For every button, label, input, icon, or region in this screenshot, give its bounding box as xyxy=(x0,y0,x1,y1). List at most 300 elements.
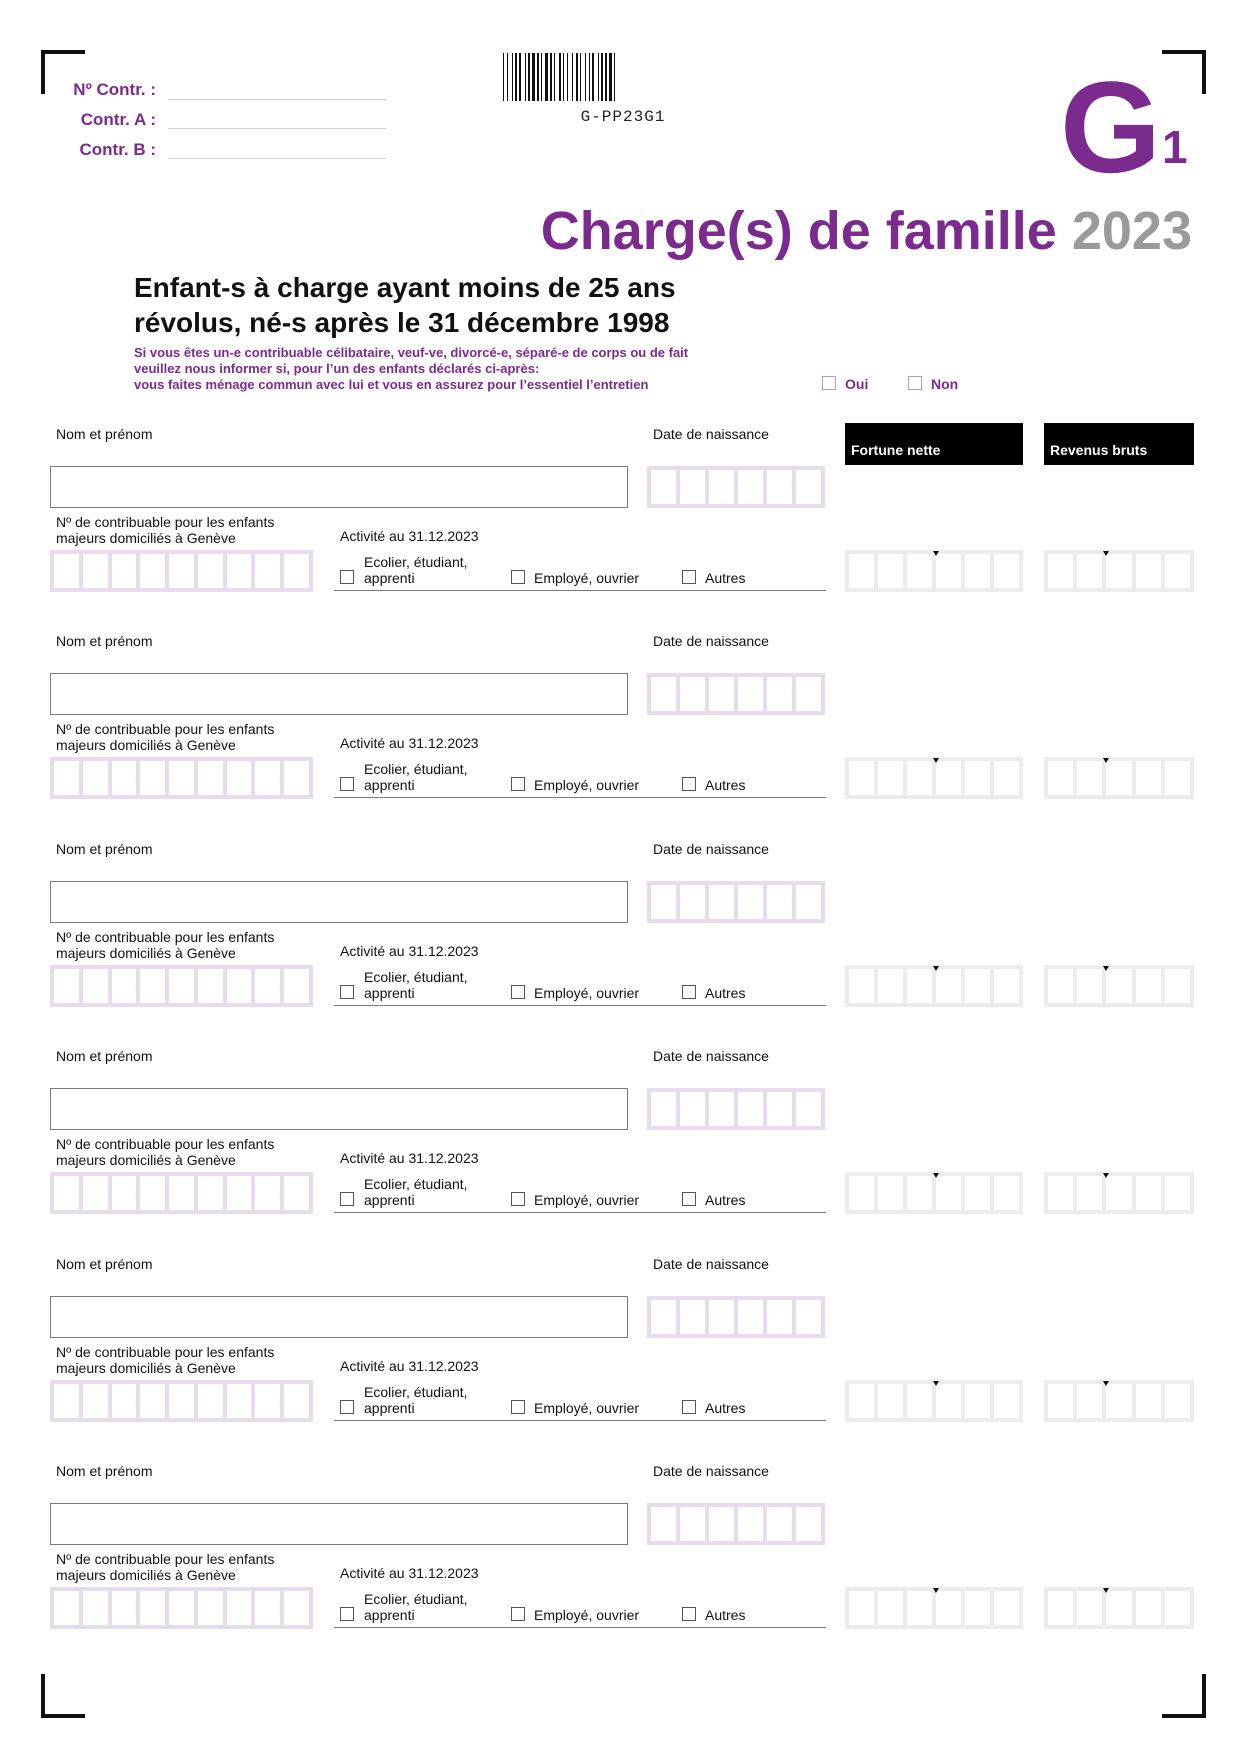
birth-date-input-cell xyxy=(796,1300,821,1334)
form-letter: G xyxy=(1060,54,1158,200)
option-ecolier-line-1: Ecolier, étudiant, xyxy=(364,1176,468,1192)
activity-underline xyxy=(334,1419,826,1421)
contribuable-number-input-cell xyxy=(140,1591,165,1625)
contribuable-number-input-cell xyxy=(198,554,223,588)
barcode-bar xyxy=(503,53,504,101)
contribuable-number-input-cell xyxy=(54,761,79,795)
barcode-bar xyxy=(532,53,535,101)
birth-date-input-cell xyxy=(680,470,705,504)
birth-date-input-cell xyxy=(767,1300,792,1334)
barcode-bar xyxy=(550,53,552,101)
revenus-bruts-input-cell xyxy=(1077,554,1102,588)
note-line-1: Si vous êtes un-e contribuable célibataire, veuf-ve, divorcé-e, séparé-e de corps ou de fait xyxy=(134,345,689,360)
option-ecolier-line-1: Ecolier, étudiant, xyxy=(364,554,468,570)
birth-date-input-cell xyxy=(738,1507,763,1541)
barcode-bar xyxy=(614,53,615,101)
revenus-bruts-input-cell xyxy=(1048,761,1073,795)
contrib-label-line-2: majeurs domiciliés à Genève xyxy=(56,1567,236,1583)
option-ecolier-line-2: apprenti xyxy=(364,570,415,586)
birth-date-input-cell xyxy=(709,470,734,504)
fortune-nette-input[interactable] xyxy=(845,757,1023,799)
subtitle-line-1: Enfant-s à charge ayant moins de 25 ans xyxy=(134,272,676,303)
fortune-nette-input-cell xyxy=(878,554,903,588)
contribuable-number-input-cell xyxy=(255,761,280,795)
employe-checkbox[interactable] xyxy=(511,777,525,791)
option-employe: Employé, ouvrier xyxy=(534,1607,640,1623)
contr-b-label: Contr. B : xyxy=(79,140,156,159)
ecolier-checkbox[interactable] xyxy=(340,570,354,584)
name-input[interactable] xyxy=(50,881,628,923)
barcode-bar xyxy=(519,53,521,101)
revenus-bruts-input-cell xyxy=(1136,969,1161,1003)
barcode xyxy=(503,53,743,101)
birth-date-input-cell xyxy=(796,885,821,919)
contribuable-number-input-cell xyxy=(284,1591,309,1625)
birth-date-input-cell xyxy=(767,885,792,919)
revenus-bruts-input-cell xyxy=(1136,1591,1161,1625)
barcode-bar xyxy=(545,53,548,101)
contribuable-number-input-cell xyxy=(54,969,79,1003)
date-label: Date de naissance xyxy=(653,426,769,442)
fortune-nette-input-cell xyxy=(936,554,961,588)
birth-date-input-cell xyxy=(709,1507,734,1541)
fortune-nette-input-cell xyxy=(907,1384,932,1418)
revenus-bruts-input-cell xyxy=(1165,1176,1190,1210)
name-input[interactable] xyxy=(50,673,628,715)
revenus-bruts-input-cell xyxy=(1048,1591,1073,1625)
option-ecolier-line-1: Ecolier, étudiant, xyxy=(364,1591,468,1607)
ecolier-checkbox[interactable] xyxy=(340,777,354,791)
option-employe: Employé, ouvrier xyxy=(534,985,640,1001)
ecolier-checkbox[interactable] xyxy=(340,985,354,999)
fortune-nette-input-cell xyxy=(965,969,990,1003)
fortune-nette-input-cell xyxy=(994,1176,1019,1210)
fortune-nette-input-cell xyxy=(965,1176,990,1210)
fortune-nette-input-cell xyxy=(878,1384,903,1418)
contribuable-number-input-cell xyxy=(83,969,108,1003)
fortune-nette-input-cell xyxy=(994,969,1019,1003)
revenus-bruts-header: Revenus bruts xyxy=(1044,423,1194,465)
contribuable-number-input-cell xyxy=(255,1384,280,1418)
fortune-nette-input-cell xyxy=(907,761,932,795)
fortune-nette-input[interactable] xyxy=(845,1380,1023,1422)
contrib-label-line-1: Nº de contribuable pour les enfants xyxy=(56,1344,275,1360)
ecolier-checkbox[interactable] xyxy=(340,1400,354,1414)
page-title xyxy=(540,201,1192,261)
barcode-bar xyxy=(563,53,564,101)
revenus-bruts-input-cell xyxy=(1077,1384,1102,1418)
fortune-nette-input-cell xyxy=(878,1176,903,1210)
revenus-bruts-input-cell xyxy=(1106,761,1131,795)
revenus-bruts-input-cell xyxy=(1165,969,1190,1003)
option-employe: Employé, ouvrier xyxy=(534,1192,640,1208)
option-autres: Autres xyxy=(705,1400,746,1416)
barcode-bar xyxy=(554,53,555,101)
thousands-marker xyxy=(933,966,939,971)
contribuable-number-input-cell xyxy=(255,969,280,1003)
activity-underline xyxy=(334,1626,826,1628)
fortune-nette-input-cell xyxy=(907,554,932,588)
contribuable-number-input-cell xyxy=(54,1591,79,1625)
contribuable-number-input-cell xyxy=(255,1176,280,1210)
birth-date-input-cell xyxy=(651,1092,676,1126)
employe-checkbox[interactable] xyxy=(511,570,525,584)
birth-date-input-cell xyxy=(709,1092,734,1126)
contribuable-number-input-cell xyxy=(227,1591,252,1625)
contribuable-number-input-cell xyxy=(227,1176,252,1210)
fortune-nette-input[interactable] xyxy=(845,550,1023,592)
contribuable-number-input[interactable] xyxy=(50,1172,313,1214)
autres-checkbox[interactable] xyxy=(682,1607,696,1621)
registration-mark-bottom-left xyxy=(41,1674,85,1718)
subtitle-line-2: révolus, né-s après le 31 décembre 1998 xyxy=(134,307,670,338)
contribuable-number-input-cell xyxy=(83,1384,108,1418)
fortune-nette-input-cell xyxy=(849,1591,874,1625)
barcode-bar xyxy=(592,53,594,101)
contribuable-number-input-cell xyxy=(112,761,137,795)
oui-checkbox[interactable] xyxy=(822,376,836,390)
contribuable-number-input-cell xyxy=(140,554,165,588)
contribuable-number-input-cell xyxy=(54,554,79,588)
fortune-nette-input-cell xyxy=(878,761,903,795)
option-ecolier-line-1: Ecolier, étudiant, xyxy=(364,761,468,777)
fortune-nette-input-cell xyxy=(849,554,874,588)
date-label: Date de naissance xyxy=(653,841,769,857)
contribuable-number-input-cell xyxy=(112,969,137,1003)
birth-date-input-cell xyxy=(651,885,676,919)
barcode-bar xyxy=(512,53,513,101)
option-autres: Autres xyxy=(705,570,746,586)
fortune-nette-input-cell xyxy=(965,554,990,588)
fortune-nette-input-cell xyxy=(849,761,874,795)
revenus-bruts-input-cell xyxy=(1106,1176,1131,1210)
birth-date-input-cell xyxy=(709,885,734,919)
contribuable-number-input-cell xyxy=(140,761,165,795)
barcode-bar xyxy=(572,53,573,101)
contribuable-number-input[interactable] xyxy=(50,757,313,799)
name-input[interactable] xyxy=(50,1296,628,1338)
name-label: Nom et prénom xyxy=(56,841,153,857)
contribuable-number-input-cell xyxy=(198,1591,223,1625)
activity-label: Activité au 31.12.2023 xyxy=(340,1565,479,1581)
barcode-bar xyxy=(589,53,590,101)
birth-date-input-cell xyxy=(796,470,821,504)
contribuable-number-input-cell xyxy=(169,1591,194,1625)
activity-underline xyxy=(334,796,826,798)
barcode-bar xyxy=(559,53,561,101)
registration-mark-bottom-right xyxy=(1162,1674,1206,1718)
contribuable-number-input-cell xyxy=(198,1176,223,1210)
birth-date-input-cell xyxy=(680,885,705,919)
option-ecolier-line-1: Ecolier, étudiant, xyxy=(364,1384,468,1400)
contrib-label-line-2: majeurs domiciliés à Genève xyxy=(56,1152,236,1168)
fortune-nette-input-cell xyxy=(936,1176,961,1210)
birth-date-input-cell xyxy=(709,1300,734,1334)
name-input[interactable] xyxy=(50,1088,628,1130)
birth-date-input[interactable] xyxy=(647,1503,825,1545)
contribuable-number-input[interactable] xyxy=(50,550,313,592)
autres-checkbox[interactable] xyxy=(682,985,696,999)
contribuable-number-input-cell xyxy=(112,1384,137,1418)
birth-date-input-cell xyxy=(651,1507,676,1541)
birth-date-input-cell xyxy=(767,1092,792,1126)
note-line-3: vous faites ménage commun avec lui et vous en assurez pour l’essentiel l’entretien xyxy=(134,377,649,392)
fortune-nette-input-cell xyxy=(994,1384,1019,1418)
option-autres: Autres xyxy=(705,985,746,1001)
revenus-bruts-input-cell xyxy=(1165,1384,1190,1418)
revenus-bruts-input-cell xyxy=(1048,969,1073,1003)
revenus-bruts-input-cell xyxy=(1165,554,1190,588)
ecolier-checkbox[interactable] xyxy=(340,1607,354,1621)
contrib-label-line-1: Nº de contribuable pour les enfants xyxy=(56,1136,275,1152)
fortune-nette-input-cell xyxy=(849,969,874,1003)
contr-a-field[interactable] xyxy=(168,127,386,129)
fortune-nette-input-cell xyxy=(936,969,961,1003)
option-ecolier-line-1: Ecolier, étudiant, xyxy=(364,969,468,985)
contribuable-number-input-cell xyxy=(227,969,252,1003)
thousands-marker xyxy=(933,551,939,556)
contribuable-number-input[interactable] xyxy=(50,965,313,1007)
option-ecolier-line-2: apprenti xyxy=(364,1192,415,1208)
barcode-bar xyxy=(576,53,578,101)
fortune-nette-input-cell xyxy=(994,1591,1019,1625)
option-employe: Employé, ouvrier xyxy=(534,1400,640,1416)
title-year: 2023 xyxy=(1071,201,1192,261)
birth-date-input-cell xyxy=(651,677,676,711)
barcode-bar xyxy=(598,53,599,101)
birth-date-input[interactable] xyxy=(647,1088,825,1130)
revenus-bruts-input-cell xyxy=(1165,761,1190,795)
birth-date-input-cell xyxy=(767,470,792,504)
revenus-bruts-input[interactable] xyxy=(1044,1587,1194,1629)
fortune-nette-input-cell xyxy=(936,1591,961,1625)
birth-date-input[interactable] xyxy=(647,881,825,923)
birth-date-input-cell xyxy=(738,1300,763,1334)
activity-label: Activité au 31.12.2023 xyxy=(340,1358,479,1374)
date-label: Date de naissance xyxy=(653,633,769,649)
barcode-bar xyxy=(609,53,612,101)
thousands-marker xyxy=(1103,1381,1109,1386)
revenus-bruts-input-cell xyxy=(1165,1591,1190,1625)
barcode-bar xyxy=(601,53,603,101)
ecolier-checkbox[interactable] xyxy=(340,1192,354,1206)
contribuable-number-input-cell xyxy=(284,1384,309,1418)
revenus-bruts-input-cell xyxy=(1048,554,1073,588)
birth-date-input-cell xyxy=(796,677,821,711)
thousands-marker xyxy=(1103,966,1109,971)
activity-underline xyxy=(334,589,826,591)
contribuable-number-input-cell xyxy=(112,1591,137,1625)
revenus-bruts-input-cell xyxy=(1106,1384,1131,1418)
birth-date-input-cell xyxy=(796,1092,821,1126)
revenus-bruts-input-cell xyxy=(1106,554,1131,588)
birth-date-input-cell xyxy=(651,470,676,504)
contribuable-number-input-cell xyxy=(83,554,108,588)
employe-checkbox[interactable] xyxy=(511,1400,525,1414)
non-label: Non xyxy=(931,376,959,392)
contrib-label-line-1: Nº de contribuable pour les enfants xyxy=(56,721,275,737)
employe-checkbox[interactable] xyxy=(511,1192,525,1206)
thousands-marker xyxy=(933,758,939,763)
revenus-bruts-input-cell xyxy=(1077,1176,1102,1210)
contribuable-number-input-cell xyxy=(198,761,223,795)
fortune-nette-input-cell xyxy=(965,761,990,795)
form-number: 1 xyxy=(1162,121,1188,173)
fortune-nette-input-cell xyxy=(965,1591,990,1625)
thousands-marker xyxy=(933,1588,939,1593)
birth-date-input-cell xyxy=(680,677,705,711)
birth-date-input-cell xyxy=(767,677,792,711)
revenus-bruts-input-cell xyxy=(1106,1591,1131,1625)
autres-checkbox[interactable] xyxy=(682,1400,696,1414)
contribuable-number-input-cell xyxy=(198,969,223,1003)
subtitle xyxy=(134,270,676,340)
birth-date-input-cell xyxy=(651,1300,676,1334)
birth-date-input-cell xyxy=(680,1300,705,1334)
option-ecolier-line-2: apprenti xyxy=(364,1400,415,1416)
contribuable-number-input-cell xyxy=(54,1384,79,1418)
fortune-nette-input-cell xyxy=(878,1591,903,1625)
option-ecolier-line-2: apprenti xyxy=(364,777,415,793)
name-label: Nom et prénom xyxy=(56,633,153,649)
contrib-label-line-2: majeurs domiciliés à Genève xyxy=(56,737,236,753)
contribuable-number-input-cell xyxy=(169,761,194,795)
contribuable-number-input-cell xyxy=(140,969,165,1003)
title-main: Charge(s) de famille xyxy=(540,201,1057,261)
name-input[interactable] xyxy=(50,466,628,508)
barcode-bar xyxy=(541,53,542,101)
thousands-marker xyxy=(933,1173,939,1178)
date-label: Date de naissance xyxy=(653,1048,769,1064)
revenus-bruts-input[interactable] xyxy=(1044,757,1194,799)
barcode-bar xyxy=(537,53,539,101)
contribuable-number-input-cell xyxy=(284,969,309,1003)
thousands-marker xyxy=(1103,758,1109,763)
barcode-bar xyxy=(567,53,568,101)
fortune-nette-input-cell xyxy=(907,1176,932,1210)
fortune-nette-input-cell xyxy=(936,761,961,795)
contr-a-label: Contr. A : xyxy=(80,110,156,129)
contribuable-number-input-cell xyxy=(198,1384,223,1418)
fortune-nette-input-cell xyxy=(849,1176,874,1210)
autres-checkbox[interactable] xyxy=(682,777,696,791)
autres-checkbox[interactable] xyxy=(682,1192,696,1206)
non-checkbox[interactable] xyxy=(908,376,922,390)
birth-date-input[interactable] xyxy=(647,673,825,715)
revenus-bruts-input[interactable] xyxy=(1044,1380,1194,1422)
contribuable-number-input-cell xyxy=(140,1384,165,1418)
barcode-bar xyxy=(525,53,526,101)
option-autres: Autres xyxy=(705,777,746,793)
revenus-bruts-input[interactable] xyxy=(1044,550,1194,592)
contrib-label-line-2: majeurs domiciliés à Genève xyxy=(56,945,236,961)
fortune-nette-header: Fortune nette xyxy=(845,423,1023,465)
date-label: Date de naissance xyxy=(653,1463,769,1479)
revenus-bruts-input-cell xyxy=(1048,1384,1073,1418)
option-employe: Employé, ouvrier xyxy=(534,570,640,586)
revenus-bruts-input-cell xyxy=(1136,1176,1161,1210)
revenus-bruts-input-cell xyxy=(1136,1384,1161,1418)
revenus-bruts-input[interactable] xyxy=(1044,965,1194,1007)
autres-checkbox[interactable] xyxy=(682,570,696,584)
registration-mark-top-right xyxy=(1162,50,1206,94)
revenus-bruts-input-cell xyxy=(1077,969,1102,1003)
fortune-nette-input[interactable] xyxy=(845,1587,1023,1629)
barcode-bar xyxy=(580,53,581,101)
name-label: Nom et prénom xyxy=(56,1256,153,1272)
contr-label: Nº Contr. : xyxy=(73,80,156,99)
contr-field[interactable] xyxy=(168,98,386,100)
contribuable-number-input-cell xyxy=(83,1176,108,1210)
barcode-text: G-PP23G1 xyxy=(580,108,666,126)
contrib-label-line-1: Nº de contribuable pour les enfants xyxy=(56,929,275,945)
name-label: Nom et prénom xyxy=(56,1463,153,1479)
birth-date-input-cell xyxy=(738,470,763,504)
option-ecolier-line-2: apprenti xyxy=(364,985,415,1001)
contr-b-field[interactable] xyxy=(168,157,386,159)
activity-label: Activité au 31.12.2023 xyxy=(340,1150,479,1166)
employe-checkbox[interactable] xyxy=(511,1607,525,1621)
contribuable-number-input-cell xyxy=(284,554,309,588)
contribuable-number-input-cell xyxy=(54,1176,79,1210)
birth-date-input-cell xyxy=(738,1092,763,1126)
contribuable-number-input-cell xyxy=(140,1176,165,1210)
birth-date-input-cell xyxy=(796,1507,821,1541)
barcode-bar xyxy=(528,53,530,101)
name-input[interactable] xyxy=(50,1503,628,1545)
revenus-bruts-input-cell xyxy=(1048,1176,1073,1210)
fortune-nette-input-cell xyxy=(907,969,932,1003)
activity-underline xyxy=(334,1004,826,1006)
birth-date-input-cell xyxy=(738,885,763,919)
note-line-2: veuillez nous informer si, pour l’un des enfants déclarés ci-après: xyxy=(134,361,540,376)
contrib-label-line-1: Nº de contribuable pour les enfants xyxy=(56,514,275,530)
contribuable-number-input-cell xyxy=(227,1384,252,1418)
barcode-bar xyxy=(507,53,508,101)
activity-underline xyxy=(334,1211,826,1213)
contribuable-number-input-cell xyxy=(255,554,280,588)
contribuable-number-input-cell xyxy=(169,554,194,588)
option-ecolier-line-2: apprenti xyxy=(364,1607,415,1623)
fortune-nette-input[interactable] xyxy=(845,965,1023,1007)
employe-checkbox[interactable] xyxy=(511,985,525,999)
activity-label: Activité au 31.12.2023 xyxy=(340,528,479,544)
fortune-nette-input-cell xyxy=(965,1384,990,1418)
contribuable-number-input-cell xyxy=(83,761,108,795)
thousands-marker xyxy=(933,1381,939,1386)
contribuable-number-input-cell xyxy=(284,1176,309,1210)
option-autres: Autres xyxy=(705,1192,746,1208)
revenus-bruts-input-cell xyxy=(1136,554,1161,588)
activity-label: Activité au 31.12.2023 xyxy=(340,735,479,751)
birth-date-input[interactable] xyxy=(647,1296,825,1338)
revenus-bruts-input[interactable] xyxy=(1044,1172,1194,1214)
fortune-nette-input-cell xyxy=(936,1384,961,1418)
barcode-bar xyxy=(585,53,586,101)
contribuable-number-input-cell xyxy=(169,1176,194,1210)
fortune-nette-input-cell xyxy=(994,761,1019,795)
name-label: Nom et prénom xyxy=(56,426,153,442)
contrib-label-line-2: majeurs domiciliés à Genève xyxy=(56,530,236,546)
birth-date-input[interactable] xyxy=(647,466,825,508)
contribuable-number-input[interactable] xyxy=(50,1587,313,1629)
contribuable-number-input[interactable] xyxy=(50,1380,313,1422)
contrib-label-line-2: majeurs domiciliés à Genève xyxy=(56,1360,236,1376)
contribuable-number-input-cell xyxy=(83,1591,108,1625)
revenus-bruts-input-cell xyxy=(1077,761,1102,795)
fortune-nette-input[interactable] xyxy=(845,1172,1023,1214)
contribuable-number-input-cell xyxy=(169,1384,194,1418)
